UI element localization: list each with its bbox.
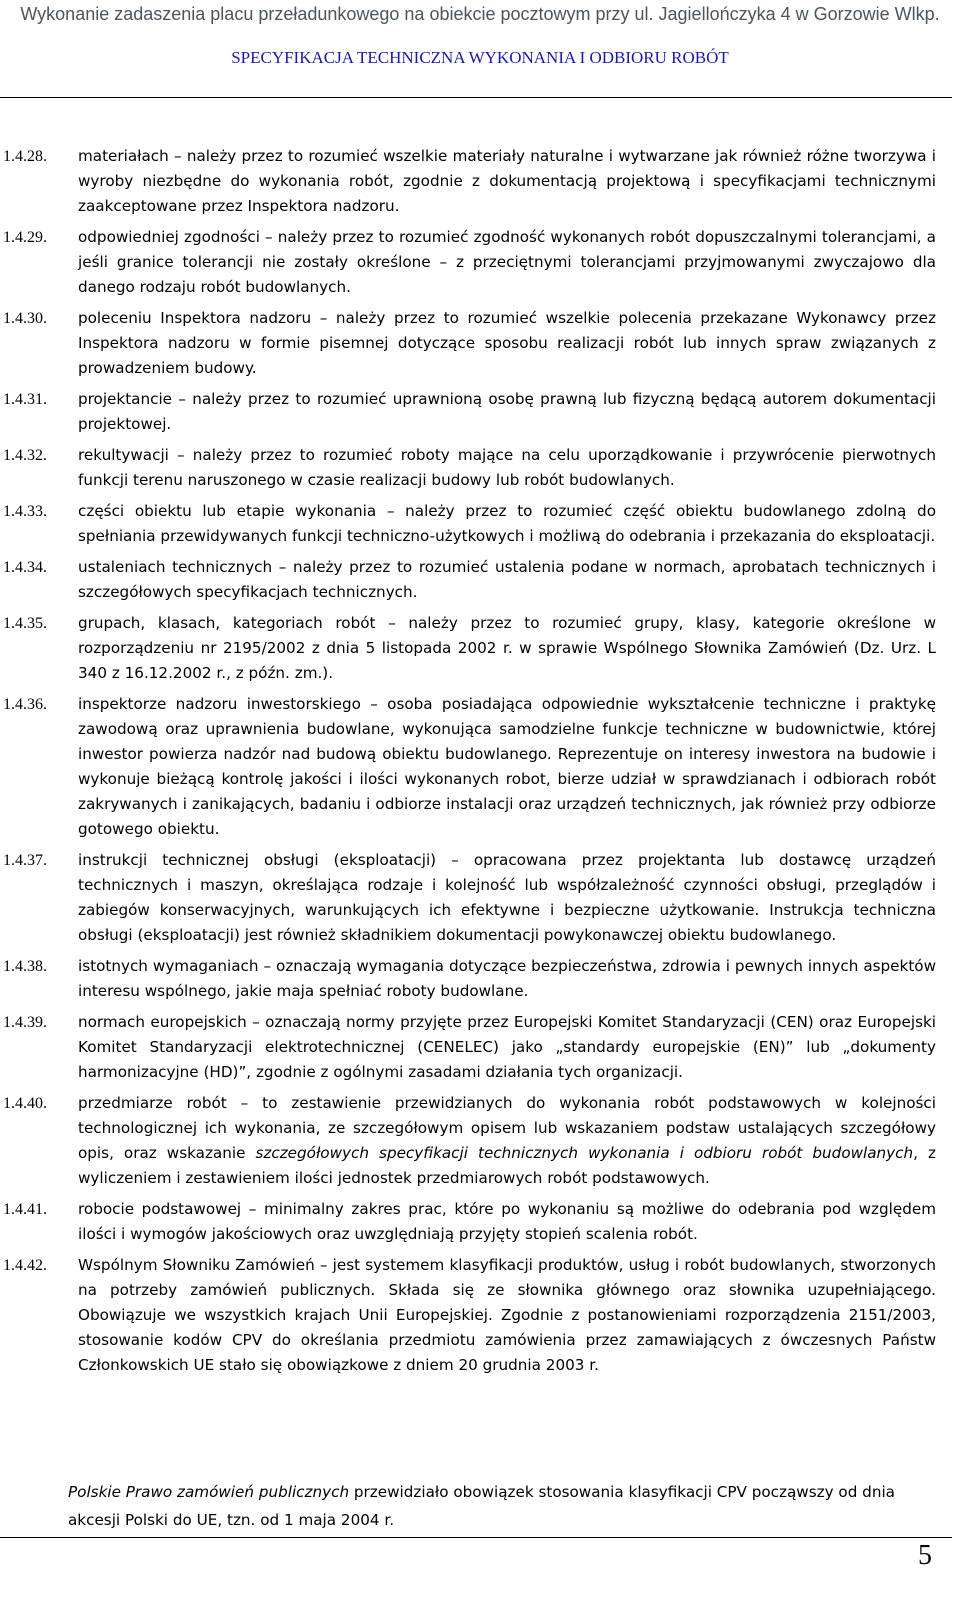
definition-item: [0, 954, 936, 1004]
specification-heading: SPECYFIKACJA TECHNICZNA WYKONANIA I ODBIORU ROBÓT: [231, 48, 729, 67]
definition-item: [0, 443, 936, 493]
definition-text: instrukcji technicznej obsługi (eksploatacji) – opracowana przez projektanta lub dostawcę urządzeń technicznych i maszyn, określająca rodzaje i kolejność lub współzależność czynności obsługi, przeglądów i zabiegów konserwacyjnych, warunkujących ich efektywne i bezpieczne użytkowanie. Instrukcja techniczna obsługi (eksploatacji) jest również składnikiem dokumentacji powykonawczej obiektu budowlanego.: [78, 851, 936, 944]
definition-text: inspektorze nadzoru inwestorskiego – osoba posiadająca odpowiednie wykształcenie techniczne i praktykę zawodową oraz uprawnienia budowlane, wykonująca samodzielne funkcje techniczne w budownictwie, której inwestor powierza nadzór nad budową obiektu budowlanego. Reprezentuje on interesy inwestora na budowie i wykonuje bieżącą kontrolę jakości i ilości wykonanych robot, bierze udział w sprawdzianach i odbiorach robót zakrywanych i zanikających, badaniu i odbiorze instalacji oraz urządzeń technicznych, jak również przy odbiorze gotowego obiektu.: [78, 695, 936, 838]
definition-number: 1.4.29.: [3, 229, 47, 246]
definition-text-part: , z wyliczeniem i zestawieniem ilości jednostek przedmiarowych robót podstawowych.: [78, 1144, 936, 1187]
definition-item: [0, 1197, 936, 1247]
page-header: [0, 0, 960, 68]
definition-number: 1.4.38.: [3, 958, 47, 975]
definition-number: 1.4.36.: [3, 696, 47, 713]
definition-text: istotnych wymaganiach – oznaczają wymagania dotyczące bezpieczeństwa, zdrowia i pewnych innych aspektów interesu wspólnego, jakie maja spełniać roboty budowlane.: [78, 957, 936, 1000]
definition-text: materiałach – należy przez to rozumieć wszelkie materiały naturalne i wytwarzane jak również różne tworzywa i wyroby niezbędne do wykonania robót, zgodnie z dokumentacją projektową i specyfikacjami technicznymi zaakceptowane przez Inspektora nadzoru.: [78, 147, 936, 215]
definition-text: projektancie – należy przez to rozumieć uprawnioną osobę prawną lub fizyczną będącą autorem dokumentacji projektowej.: [78, 390, 936, 433]
definition-text: Wspólnym Słowniku Zamówień – jest systemem klasyfikacji produktów, usług i robót budowlanych, stworzonych na potrzeby zamówień publicznych. Składa się ze słownika głównego oraz słownika uzupełniającego. Obowiązuje we wszystkich krajach Unii Europejskiej. Zgodnie z postanowieniami rozporządzenia 2151/2003, stosowanie kodów CPV do określania przedmiotu zamówienia przez zamawiających z ówczesnych Państw Członkowskich UE stało się obowiązkowe z dniem 20 grudnia 2003 r.: [78, 1256, 936, 1374]
definition-text: rekultywacji – należy przez to rozumieć roboty mające na celu uporządkowanie i przywrócenie pierwotnych funkcji terenu naruszonego w czasie realizacji budowy lub robót budowlanych.: [78, 446, 936, 489]
definition-number: 1.4.37.: [3, 852, 47, 869]
definition-item: [0, 499, 936, 549]
note-text: przewidziało obowiązek stosowania klasyfikacji CPV począwszy od dnia akcesji Polski do UE, tzn. od 1 maja 2004 r.: [68, 1483, 895, 1529]
definition-number: 1.4.41.: [3, 1201, 47, 1218]
definition-text: robocie podstawowej – minimalny zakres prac, które po wykonaniu są możliwe do odebrania pod względem ilości i wymogów jakościowych oraz uwzględniają przyjęty stopień scalenia robót.: [78, 1200, 936, 1243]
header-divider: [0, 97, 952, 98]
document-title: Wykonanie zadaszenia placu przeładunkowego na obiekcie pocztowym przy ul. Jagiellończyka 4 w Gorzowie Wlkp.: [20, 4, 940, 24]
definition-number: 1.4.42.: [3, 1257, 47, 1274]
definition-text: odpowiedniej zgodności – należy przez to rozumieć zgodność wykonanych robót dopuszczalnymi tolerancjami, a jeśli granice tolerancji nie zostały określone – z przeciętnymi tolerancjami przyjmowanymi zwyczajowo dla danego rodzaju robót budowlanych.: [78, 228, 936, 296]
definition-item: [0, 848, 936, 948]
definition-text: poleceniu Inspektora nadzoru – należy przez to rozumieć wszelkie polecenia przekazane Wykonawcy przez Inspektora nadzoru w formie pisemnej dotyczące sposobu realizacji robót lub innych spraw związanych z prowadzeniem budowy.: [78, 309, 936, 377]
note-italic-law: Polskie Prawo zamówień publicznych: [68, 1483, 350, 1501]
definition-item: [0, 306, 936, 381]
definition-item: [0, 611, 936, 686]
definition-number: 1.4.35.: [3, 615, 47, 632]
definition-item: [0, 1010, 936, 1085]
definition-number: 1.4.40.: [3, 1095, 47, 1112]
closing-note: [68, 1478, 936, 1534]
definition-item: [0, 692, 936, 842]
definition-text: grupach, klasach, kategoriach robót – należy przez to rozumieć grupy, klasy, kategorie określone w rozporządzeniu nr 2195/2002 z dnia 5 listopada 2002 r. w sprawie Wspólnego Słownika Zamówień (Dz. Urz. L 340 z 16.12.2002 r., z późn. zm.).: [78, 614, 936, 682]
definition-item: [0, 1253, 936, 1378]
definition-text-part: przedmiarze robót – to zestawienie przewidzianych do wykonania robót podstawowych w kolejności technologicznej ich wykonania, ze szczegółowym opisem lub wskazaniem podstaw ustalających szczegółowy opis, oraz wskazanie: [78, 1094, 936, 1162]
definition-text: [78, 1091, 936, 1191]
page-number: 5: [918, 1540, 932, 1571]
definition-italic-reference: szczegółowych specyfikacji technicznych wykonania i odbioru robót budowlanych: [255, 1144, 914, 1162]
definition-number: 1.4.39.: [3, 1014, 47, 1031]
definition-number: 1.4.32.: [3, 447, 47, 464]
definition-text: ustaleniach technicznych – należy przez to rozumieć ustalenia podane w normach, aprobatach technicznych i szczegółowych specyfikacjach technicznych.: [78, 558, 936, 601]
definition-text: normach europejskich – oznaczają normy przyjęte przez Europejski Komitet Standaryzacji (CEN) oraz Europejski Komitet Standaryzacji elektrotechnicznej (CENELEC) jako „standardy europejskie (EN)” lub „dokumenty harmonizacyjne (HD)”, zgodnie z ogólnymi zasadami działania tych organizacji.: [78, 1013, 936, 1081]
definition-number: 1.4.34.: [3, 559, 47, 576]
footer-divider: [0, 1537, 952, 1538]
definition-item: [0, 144, 936, 219]
definition-item: [0, 555, 936, 605]
definition-number: 1.4.31.: [3, 391, 47, 408]
definition-number: 1.4.30.: [3, 310, 47, 327]
definition-item: [0, 225, 936, 300]
definition-item: [0, 1091, 936, 1191]
definition-number: 1.4.33.: [3, 503, 47, 520]
definitions-list: [0, 144, 936, 1384]
definition-item: [0, 387, 936, 437]
definition-number: 1.4.28.: [3, 148, 47, 165]
definition-text: części obiektu lub etapie wykonania – należy przez to rozumieć część obiektu budowlanego zdolną do spełniania przewidywanych funkcji techniczno-użytkowych i możliwą do odebrania i przekazania do eksploatacji.: [78, 502, 936, 545]
